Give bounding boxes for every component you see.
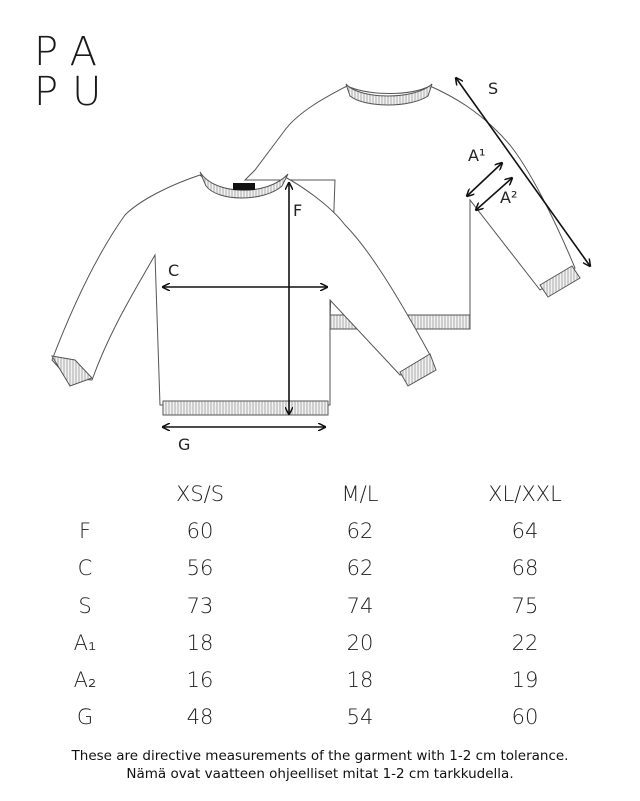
size-table-header [0, 482, 640, 512]
label-s: S [488, 79, 499, 98]
table-row [0, 556, 640, 586]
row-label: F [78, 519, 92, 543]
table-row [0, 594, 640, 624]
brand-logo-line2: PU [34, 69, 116, 115]
cell-value: 56 [186, 556, 214, 580]
row-label: A₁ [73, 631, 97, 655]
footnote-finnish: Nämä ovat vaatteen ohjeelliset mitat 1-2 cm tarkkudella. [126, 766, 514, 782]
row-label: C [77, 556, 93, 580]
brand-logo-line1: PA [34, 29, 111, 75]
label-f: F [293, 201, 303, 220]
cell-value: 22 [511, 631, 539, 655]
cell-value: 68 [511, 556, 539, 580]
cell-value: 60 [186, 519, 214, 543]
footnote-english: These are directive measurements of the garment with 1-2 cm tolerance. [71, 748, 569, 764]
cell-value: 48 [186, 705, 214, 729]
cell-value: 18 [346, 668, 374, 692]
cell-value: 73 [186, 594, 214, 618]
cell-value: 20 [346, 631, 374, 655]
row-label: S [78, 594, 92, 618]
cell-value: 62 [346, 519, 374, 543]
size-header-xl-xxl: XL/XXL [488, 482, 562, 506]
row-label: A₂ [73, 668, 97, 692]
table-row [0, 705, 640, 735]
row-label: G [76, 705, 94, 729]
cell-value: 60 [511, 705, 539, 729]
table-row [0, 631, 640, 661]
cell-value: 19 [511, 668, 539, 692]
cell-value: 16 [186, 668, 214, 692]
cell-value: 74 [346, 594, 374, 618]
cell-value: 54 [346, 705, 374, 729]
cell-value: 18 [186, 631, 214, 655]
size-header-xs-s: XS/S [175, 482, 225, 506]
label-a2: A² [500, 188, 518, 207]
size-header-m-l: M/L [341, 482, 379, 506]
cell-value: 62 [346, 556, 374, 580]
table-row [0, 668, 640, 698]
label-c: C [168, 261, 180, 280]
label-a1: A¹ [468, 146, 486, 165]
cell-value: 75 [511, 594, 539, 618]
cell-value: 64 [511, 519, 539, 543]
table-row [0, 519, 640, 549]
label-g: G [178, 435, 191, 454]
